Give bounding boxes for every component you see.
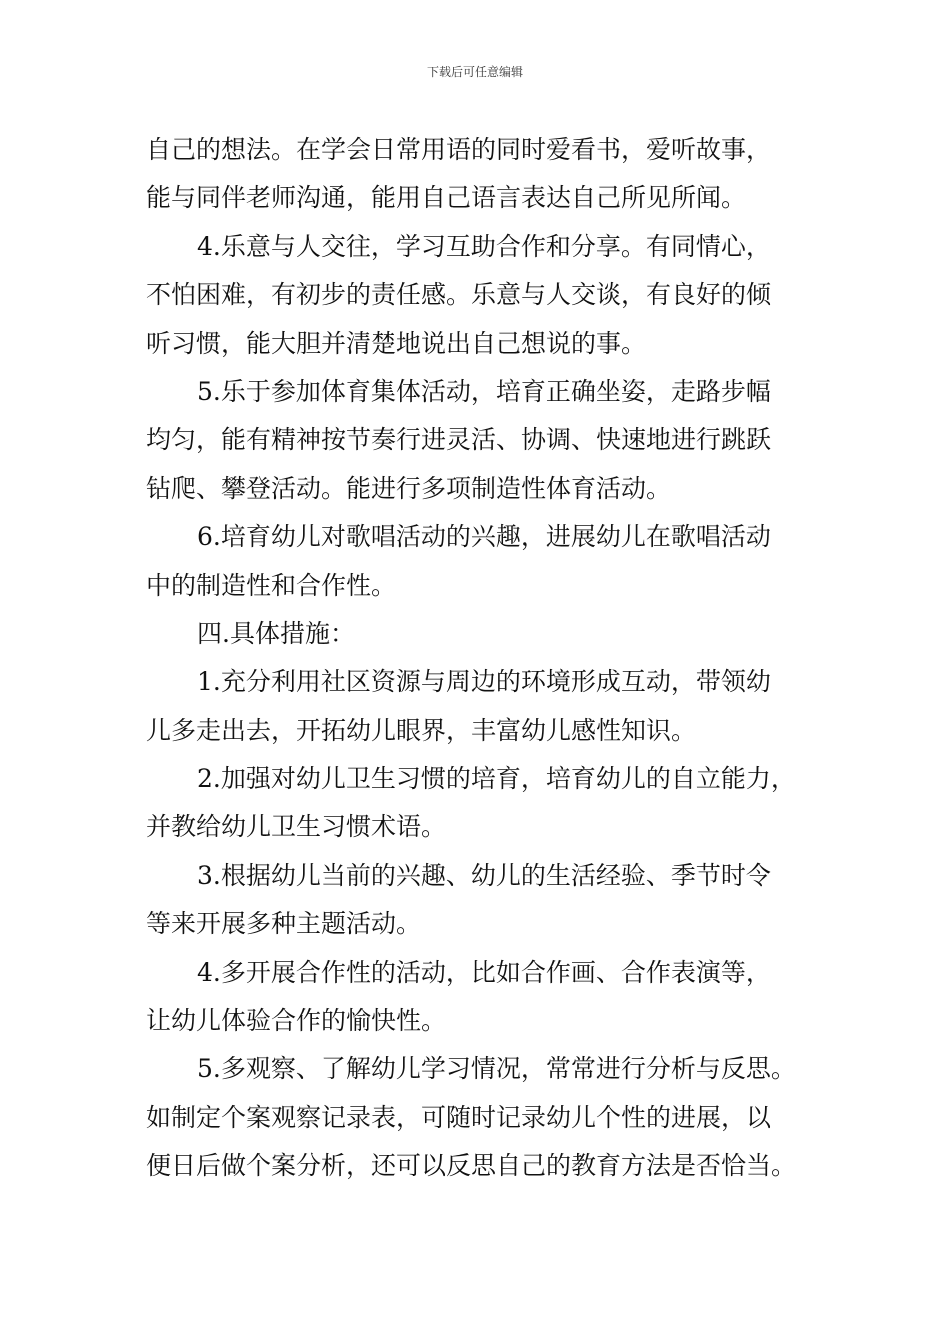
text-line: 儿多走出去，开拓幼儿眼界，丰富幼儿感性知识。 bbox=[146, 715, 697, 745]
document-body bbox=[146, 126, 826, 1191]
text-line: 如制定个案观察记录表，可随时记录幼儿个性的进展，以 bbox=[146, 1102, 772, 1132]
text-line: 4.多开展合作性的活动，比如合作画、合作表演等， bbox=[197, 957, 771, 987]
text-line: 并教给幼儿卫生习惯术语。 bbox=[146, 812, 447, 842]
text-line: 听习惯，能大胆并清楚地说出自己想说的事。 bbox=[146, 328, 647, 358]
text-line: 1.充分利用社区资源与周边的环境形成互动，带领幼 bbox=[197, 667, 771, 697]
text-line: 5.多观察、了解幼儿学习情况，常常进行分析与反思。 bbox=[197, 1054, 796, 1084]
page-header: 下载后可任意编辑 bbox=[426, 65, 523, 79]
text-line: 钻爬、攀登活动。能进行多项制造性体育活动。 bbox=[146, 473, 672, 503]
text-line: 能与同伴老师沟通，能用自己语言表达自己所见所闻。 bbox=[146, 183, 747, 213]
text-line: 3.根据幼儿当前的兴趣、幼儿的生活经验、季节时令 bbox=[197, 860, 771, 890]
text-line: 6.培育幼儿对歌唱活动的兴趣，进展幼儿在歌唱活动 bbox=[197, 522, 771, 552]
text-line: 便日后做个案分析，还可以反思自己的教育方法是否恰当。 bbox=[146, 1151, 797, 1181]
text-line: 2.加强对幼儿卫生习惯的培育，培育幼儿的自立能力， bbox=[197, 764, 796, 794]
text-line: 让幼儿体验合作的愉快性。 bbox=[146, 1006, 447, 1036]
text-line: 5.乐于参加体育集体活动，培育正确坐姿，走路步幅 bbox=[197, 376, 771, 406]
text-line: 自己的想法。在学会日常用语的同时爱看书，爱听故事， bbox=[146, 135, 772, 164]
text-line: 均匀，能有精神按节奏行进灵活、协调、快速地进行跳跃 bbox=[146, 425, 772, 455]
text-line: 中的制造性和合作性。 bbox=[146, 570, 397, 600]
text-line: 4.乐意与人交往，学习互助合作和分享。有同情心， bbox=[197, 231, 771, 261]
text-line: 不怕困难，有初步的责任感。乐意与人交谈，有良好的倾 bbox=[146, 280, 772, 310]
text-line: 等来开展多种主题活动。 bbox=[146, 909, 422, 939]
section-heading: 四.具体措施： bbox=[197, 618, 355, 648]
